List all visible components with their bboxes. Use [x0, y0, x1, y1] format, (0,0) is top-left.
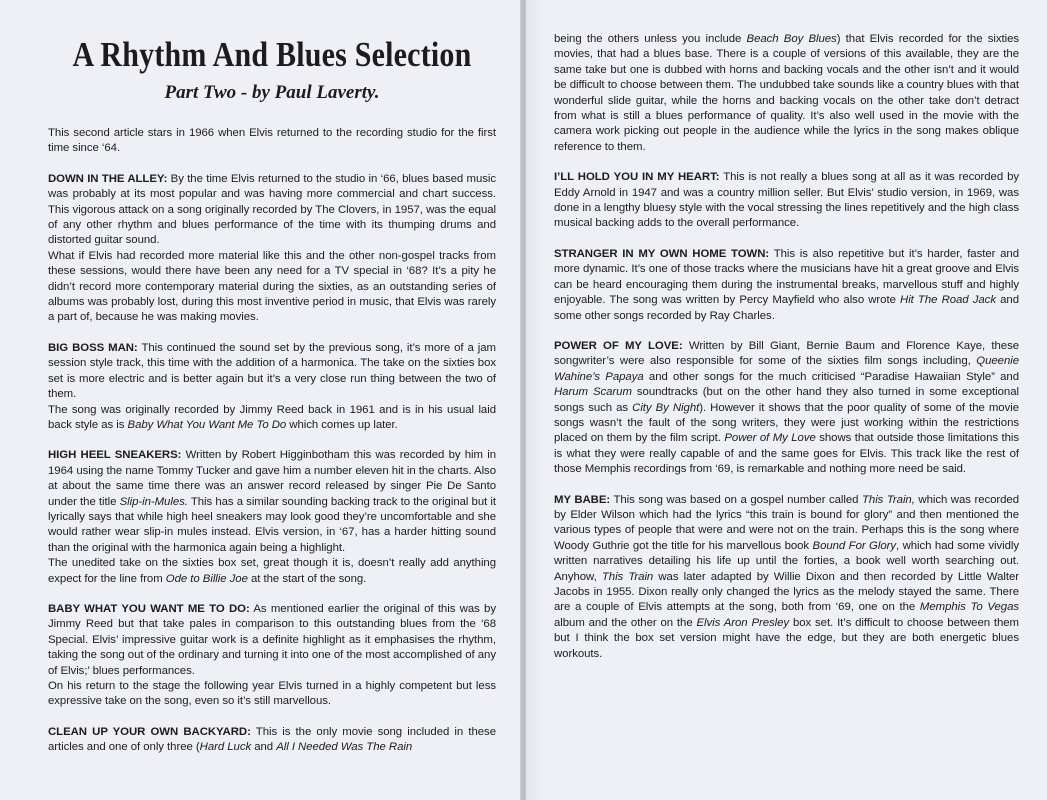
body-text: which comes up later. [286, 418, 398, 431]
body-text: ). However it shows that the poor quality of some of the movie songs wasn’t the fault of the song writers, they were just working within the restrictions placed on them by the film script. [554, 401, 1019, 445]
section-heading: CLEAN UP YOUR OWN BACKYARD: [48, 725, 251, 738]
body-text: album and the other on the [554, 616, 697, 629]
body-text: The song was originally recorded by Jimmy Reed back in 1961 and is in his usual laid back style as is [48, 403, 496, 431]
section-stranger [554, 247, 1019, 324]
song-title: City By Night [632, 401, 700, 414]
paragraph [554, 32, 1019, 155]
paragraph [48, 725, 496, 756]
body-text: Written by Robert Higginbotham this was recorded by him in 1964 using the name Tommy Tucker and gave him a number eleven hit in the charts. Also at about the same time there was an answer record released by singer Pie De Santo under the title [48, 449, 496, 508]
paragraph [554, 247, 1019, 324]
paragraph [554, 339, 1019, 478]
paragraph [554, 170, 1019, 232]
song-title: Ode to Billie Joe [165, 572, 248, 585]
body-text: This is the only movie song included in these articles and one of only three ( [48, 725, 496, 754]
album-title: Elvis Aron Presley [696, 616, 790, 629]
song-title: This Train, [862, 493, 915, 506]
paragraph [48, 602, 496, 679]
section-ill-hold-you [554, 170, 1019, 232]
body-text: As mentioned earlier the original of this was by Jimmy Reed but that take pales in comparison to this outstanding blues from the ‘68 Special. Elvis’ impressive guitar work is a definite highlight as it emphasises the rhythm, taking the song out of the ordinary and turning it into one of the most accomplished of any of Elvis;’ blues performances. [48, 602, 496, 677]
paragraph [48, 448, 496, 556]
body-text: and other songs for the much criticised “Paradise Hawaiian Style” and [643, 370, 1020, 383]
body-text: and some other songs recorded by Ray Charles. [554, 294, 1019, 322]
left-page [0, 0, 522, 800]
intro-paragraph: This second article stars in 1966 when Elvis returned to the recording studio for the first time since ‘64. [48, 127, 496, 155]
song-title: Power of My Love [724, 432, 816, 445]
section-heading: STRANGER IN MY OWN HOME TOWN: [554, 247, 770, 260]
body-text: Written by Bill Giant, Bernie Baum and Florence Kaye, these songwriter’s were also responsible for some of the sixties film songs including, [554, 339, 1019, 368]
paragraph [554, 493, 1019, 662]
section-heading: BABY WHAT YOU WANT ME TO DO: [48, 602, 250, 615]
right-page [526, 0, 1047, 800]
song-title: Hit The Road Jack [900, 294, 996, 307]
paragraph: What if Elvis had recorded more material like this and the other non-gospel tracks from these sessions, would there have been any need for a TV special in ‘68? It’s a pity he didn’t record more contemporary material during the sixties, as an outstanding series of albums was probably lost, during this most inventive period in music, that Elvis was rarely a part of, because he was making movies. [48, 249, 496, 324]
song-title: Baby What You Want Me To Do [127, 418, 287, 431]
body-text: , which had some vividly written narratives detailing his life up until the forties, a book well worth searching out. Anyhow, [554, 539, 1019, 583]
body-text: at the start of the song. [247, 572, 367, 585]
paragraph: On his return to the stage the following year Elvis turned in a highly competent but less expressive take on the song, even so it’s still marvellous. [48, 680, 496, 708]
book-title: Bound For Glory [812, 539, 897, 552]
song-title: Queenie Wahine’s Papaya [554, 355, 1019, 383]
paragraph [48, 341, 496, 403]
section-down-in-the-alley [48, 172, 496, 326]
body-text: which was recorded by Elder Wilson which had the lyrics “this train is bound for glory” and then mentioned the various types of people that were and were not on the train. Perhaps this is the song where Woody Guthrie got the title for his marvellous book [554, 493, 1020, 552]
section-clean-up-continued [554, 32, 1019, 155]
body-text: soundtracks (but on the other hand they also turned in some exceptional songs such as [554, 386, 1019, 414]
section-baby-what-you-want [48, 602, 496, 710]
body-text: ) that Elvis recorded for the sixties movies, that had a blues base. There is a couple of versions of this available, they are the same take but one is dubbed with horns and backing vocals and the other isn’t and it would be difficult to choose between them. The undubbed take sounds like a country blues with that wonderful slide guitar, while the horns and backing vocals on the other take don’t detract from what is still a blues performance of quality. It’s also well used in the movie with the camera work picking out people in the audience while the lyrics in the song makes oblique reference to them. [554, 33, 1019, 153]
article-byline: Part Two - by Paul Laverty. [164, 82, 380, 103]
song-title: Slip-in-Mules. [119, 495, 188, 508]
paragraph [48, 172, 496, 249]
song-title: Harum Scarum [554, 386, 632, 399]
section-heading: DOWN IN THE ALLEY: [48, 172, 168, 185]
body-text: This song was based on a gospel number called [610, 493, 862, 506]
section-my-babe [554, 493, 1019, 662]
section-clean-up [48, 725, 496, 756]
body-text: was later adapted by Willie Dixon and then recorded by Little Walter Jacobs in 1955. Dixon really only changed the lyrics as the melody stayed the same. There are a couple of Elvis attempts at the song, both from ‘69, one on the [554, 570, 1019, 614]
section-heading: MY BABE: [554, 493, 611, 506]
section-heading: I’LL HOLD YOU IN MY HEART: [554, 171, 720, 184]
section-heading: BIG BOSS MAN: [48, 341, 138, 354]
album-title: Memphis To Vegas [919, 601, 1020, 614]
body-text: This continued the sound set by the previous song, it’s more of a jam session style track, this time with the addition of a harmonica. The take on the sixties box set is more electric and is better again but it’s a very close run thing between the two of them. [48, 341, 496, 401]
body-text: box set. It’s difficult to choose between them but I think the box set version might have the edge, but they are both energetic blues workouts. [554, 616, 1019, 660]
body-text: By the time Elvis returned to the studio in ‘66, blues based music was probably at its most popular and was having more commercial and chart success. This vigorous attack on a song originally recorded by The Clovers, in 1957, was the equal of any other rhythm and blues performance of the time with its thumping drums and distorted guitar sound. [48, 172, 496, 247]
body-text: This is also repetitive but it’s harder, faster and more dynamic. It’s one of those tracks where the musicians have hit a great groove and Elvis can be heard encouraging them during the instrumental breaks, marvellous stuff and highly enjoyable. The song was written by Percy Mayfield who also wrote [554, 247, 1019, 307]
song-title: This Train [601, 570, 654, 583]
article-title: A Rhythm And Blues Selection [72, 36, 472, 74]
section-heading: POWER OF MY LOVE: [554, 339, 683, 352]
section-high-heel-sneakers [48, 448, 496, 587]
song-title: Beach Boy Blues [746, 33, 837, 45]
body-text: shows that outside those limitations this is what they were really capable of and the same goes for Elvis. This track like the rest of those Memphis recordings from ‘69, is remarkable and nothing more need be said. [554, 432, 1020, 476]
body-text: This is not really a blues song at all as it was recorded by Eddy Arnold in 1947 and was a country million seller. But Elvis’ studio version, in 1969, was done in a lengthy bluesy style with the vocal stressing the lines repetitively and the high class musical backing adds to the overall performance. [554, 171, 1019, 230]
section-big-boss-man [48, 341, 496, 433]
paragraph [48, 556, 496, 587]
body-text: and [251, 741, 277, 754]
body-text: being the others unless you include [554, 33, 747, 45]
song-title: All I Needed Was The Rain [276, 741, 413, 754]
body-text: This has a similar sounding backing track to the original but it lyrically says that while high heel sneakers may look good they’re uncomfortable and she would rather wear slip-in mules instead. Elvis version, in ‘67, has a harder hitting sound than the original with the harmonica again being a highlight. [48, 495, 497, 554]
section-power-of-my-love [554, 339, 1019, 478]
paragraph [48, 403, 496, 434]
song-title: Hard Luck [199, 741, 252, 754]
section-heading: HIGH HEEL SNEAKERS: [48, 449, 182, 462]
body-text: The unedited take on the sixties box set, great though it is, doesn’t really add anything expect for the line from [48, 557, 496, 585]
